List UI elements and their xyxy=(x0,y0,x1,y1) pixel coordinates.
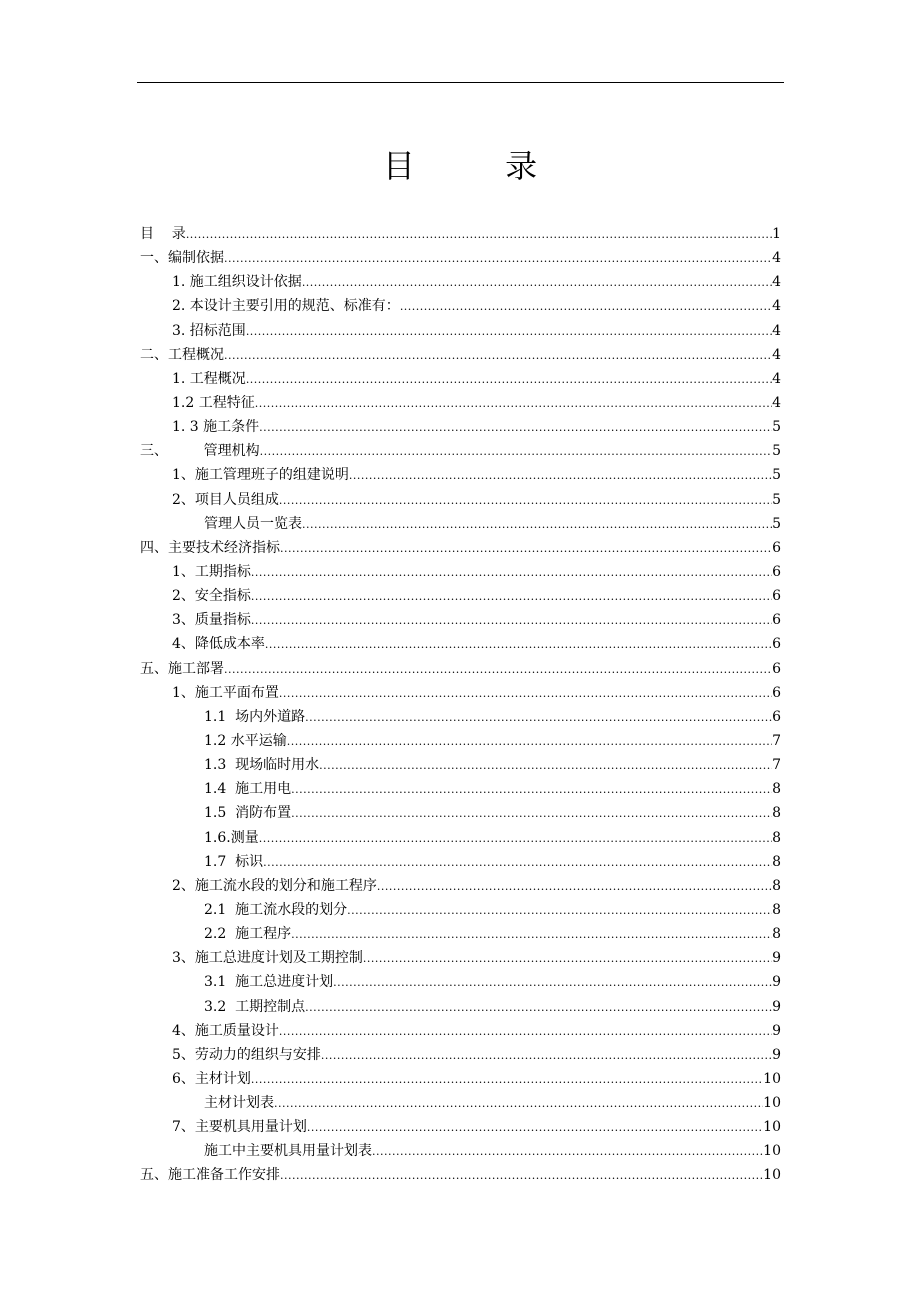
toc-entry[interactable] xyxy=(140,898,781,922)
toc-entry-label: 1.2 水平运输 xyxy=(204,732,287,749)
toc-dot-leader xyxy=(246,368,772,392)
toc-entry-page: 8 xyxy=(772,829,781,846)
toc-entry[interactable] xyxy=(140,729,781,753)
toc-entry-label: 四、主要技术经济指标 xyxy=(140,539,280,556)
toc-entry[interactable] xyxy=(140,705,781,729)
toc-entry-label: 1. 3 施工条件 xyxy=(172,419,260,436)
toc-entry[interactable] xyxy=(140,753,781,777)
toc-entry-label: 2. 本设计主要引用的规范、标准有： xyxy=(172,298,400,315)
toc-entry-label: 2、项目人员组成 xyxy=(172,491,279,508)
toc-entry-label: 1.1 场内外道路 xyxy=(204,708,306,725)
toc-dot-leader xyxy=(321,1044,772,1068)
toc-entry-page: 9 xyxy=(772,1046,781,1063)
toc-dot-leader xyxy=(265,633,772,657)
toc-dot-leader xyxy=(305,996,772,1020)
toc-entry[interactable] xyxy=(140,1091,781,1115)
toc-entry-label: 1、施工管理班子的组建说明 xyxy=(172,467,349,484)
toc-dot-leader xyxy=(260,440,772,464)
toc-entry-label: 施工中主要机具用量计划表 xyxy=(204,1143,372,1160)
toc-dot-leader xyxy=(279,682,772,706)
toc-entry-label: 3、质量指标 xyxy=(172,612,251,629)
toc-entry-label: 管理人员一览表 xyxy=(204,515,302,532)
toc-dot-leader xyxy=(372,1140,763,1164)
toc-entry[interactable] xyxy=(140,584,781,608)
toc-entry[interactable] xyxy=(140,560,781,584)
toc-entry-page: 10 xyxy=(763,1070,781,1087)
toc-entry[interactable] xyxy=(140,970,781,994)
toc-entry-page: 10 xyxy=(763,1095,781,1112)
table-of-contents xyxy=(140,222,781,1188)
toc-dot-leader xyxy=(377,875,772,899)
toc-entry-label: 4、降低成本率 xyxy=(172,636,265,653)
toc-entry[interactable] xyxy=(140,343,781,367)
toc-entry[interactable] xyxy=(140,1067,781,1091)
header-rule xyxy=(137,82,784,83)
toc-entry-page: 8 xyxy=(772,805,781,822)
toc-entry[interactable] xyxy=(140,367,781,391)
toc-entry[interactable] xyxy=(140,946,781,970)
toc-entry[interactable] xyxy=(140,488,781,512)
toc-entry-label: 2、施工流水段的划分和施工程序 xyxy=(172,877,377,894)
page-title: 目 录 xyxy=(382,147,578,185)
toc-entry-page: 1 xyxy=(772,226,781,242)
toc-dot-leader xyxy=(287,730,772,754)
toc-dot-leader xyxy=(302,513,772,537)
toc-entry[interactable] xyxy=(140,632,781,656)
toc-entry-page: 9 xyxy=(772,998,781,1015)
toc-entry[interactable] xyxy=(140,270,781,294)
toc-entry-page: 8 xyxy=(772,926,781,943)
toc-dot-leader xyxy=(333,971,772,995)
toc-entry-label: 2.1 施工流水段的划分 xyxy=(204,901,348,918)
toc-entry-label: 1.6.测量 xyxy=(204,829,259,846)
toc-entry-page: 6 xyxy=(772,708,781,725)
toc-entry[interactable] xyxy=(140,995,781,1019)
toc-entry-page: 9 xyxy=(772,974,781,991)
toc-entry-label: 2.2 施工程序 xyxy=(204,926,292,943)
toc-entry-page: 6 xyxy=(772,563,781,580)
toc-entry-label: 1.3 现场临时用水 xyxy=(204,757,320,774)
toc-entry-page: 4 xyxy=(772,394,781,411)
toc-entry[interactable] xyxy=(140,294,781,318)
toc-entry[interactable] xyxy=(140,1139,781,1163)
toc-entry[interactable] xyxy=(140,439,781,463)
toc-entry-page: 4 xyxy=(772,346,781,363)
toc-dot-leader xyxy=(291,778,772,802)
toc-entry-page: 5 xyxy=(772,515,781,532)
toc-entry-label: 1、工期指标 xyxy=(172,563,251,580)
toc-entry-page: 8 xyxy=(772,901,781,918)
toc-entry-page: 8 xyxy=(772,853,781,870)
toc-entry-page: 6 xyxy=(772,539,781,556)
toc-dot-leader xyxy=(251,1068,763,1092)
toc-entry-label: 2、安全指标 xyxy=(172,588,251,605)
toc-dot-leader xyxy=(251,609,772,633)
toc-entry-page: 10 xyxy=(763,1167,781,1184)
toc-dot-leader xyxy=(251,561,772,585)
toc-entry[interactable] xyxy=(140,463,781,487)
toc-entry-label: 1.7 标识 xyxy=(204,853,264,870)
toc-dot-leader xyxy=(259,416,772,440)
toc-entry-page: 5 xyxy=(772,443,781,460)
toc-dot-leader xyxy=(319,754,772,778)
toc-entry-page: 7 xyxy=(772,732,781,749)
toc-dot-leader xyxy=(302,271,772,295)
toc-entry-page: 4 xyxy=(772,370,781,387)
toc-entry-page: 6 xyxy=(772,612,781,629)
toc-entry-label: 1. 工程概况 xyxy=(172,370,246,387)
toc-dot-leader xyxy=(263,851,772,875)
toc-entry-label: 三、 管理机构 xyxy=(140,443,260,460)
toc-dot-leader xyxy=(363,947,772,971)
toc-entry-page: 5 xyxy=(772,419,781,436)
toc-entry-page: 8 xyxy=(772,781,781,798)
toc-entry-label: 1.2 工程特征 xyxy=(172,394,255,411)
toc-dot-leader xyxy=(279,489,772,513)
toc-entry-label: 二、工程概况 xyxy=(140,346,224,363)
toc-dot-leader xyxy=(259,827,772,851)
toc-entry-page: 9 xyxy=(772,950,781,967)
toc-entry-label: 3. 招标范围 xyxy=(172,322,246,339)
toc-entry-page: 4 xyxy=(772,274,781,291)
toc-dot-leader xyxy=(274,1092,763,1116)
toc-entry[interactable] xyxy=(140,1163,781,1187)
toc-entry-label: 7、主要机具用量计划 xyxy=(172,1119,307,1136)
toc-entry-label: 五、施工部署 xyxy=(140,660,224,677)
toc-dot-leader xyxy=(279,1020,772,1044)
toc-dot-leader xyxy=(280,1164,763,1188)
toc-entry-label: 1. 施工组织设计依据 xyxy=(172,274,302,291)
toc-entry[interactable] xyxy=(140,222,781,246)
toc-entry-label: 目 录 xyxy=(140,226,186,242)
toc-entry-page: 4 xyxy=(772,250,781,267)
toc-entry[interactable] xyxy=(140,512,781,536)
toc-dot-leader xyxy=(224,247,772,271)
toc-entry-page: 4 xyxy=(772,322,781,339)
toc-entry[interactable] xyxy=(140,1019,781,1043)
toc-dot-leader xyxy=(224,344,772,368)
toc-entry-label: 4、施工质量设计 xyxy=(172,1022,279,1039)
toc-entry-label: 一、编制依据 xyxy=(140,250,224,267)
toc-dot-leader xyxy=(291,923,772,947)
toc-entry-page: 5 xyxy=(772,467,781,484)
toc-entry[interactable] xyxy=(140,874,781,898)
toc-entry-page: 5 xyxy=(772,491,781,508)
toc-entry-label: 1.4 施工用电 xyxy=(204,781,292,798)
toc-entry-page: 8 xyxy=(772,877,781,894)
toc-entry-page: 6 xyxy=(772,636,781,653)
toc-entry[interactable] xyxy=(140,801,781,825)
toc-entry-label: 主材计划表 xyxy=(204,1095,274,1112)
toc-dot-leader xyxy=(224,658,772,682)
toc-entry-label: 3、施工总进度计划及工期控制 xyxy=(172,950,363,967)
toc-entry-label: 五、施工准备工作安排 xyxy=(140,1167,280,1184)
toc-dot-leader xyxy=(307,1116,763,1140)
toc-entry[interactable] xyxy=(140,922,781,946)
toc-entry-label: 3.2 工期控制点 xyxy=(204,998,306,1015)
toc-entry[interactable] xyxy=(140,657,781,681)
toc-dot-leader xyxy=(305,706,772,730)
toc-dot-leader xyxy=(291,802,772,826)
toc-dot-leader xyxy=(400,295,772,319)
toc-entry[interactable] xyxy=(140,777,781,801)
toc-entry[interactable] xyxy=(140,608,781,632)
toc-entry-label: 6、主材计划 xyxy=(172,1070,251,1087)
toc-entry[interactable] xyxy=(140,536,781,560)
toc-entry-label: 3.1 施工总进度计划 xyxy=(204,974,334,991)
toc-entry-page: 6 xyxy=(772,660,781,677)
toc-dot-leader xyxy=(246,320,772,344)
toc-dot-leader xyxy=(347,899,772,923)
toc-dot-leader xyxy=(251,585,772,609)
toc-dot-leader xyxy=(186,223,772,247)
toc-entry-label: 1、施工平面布置 xyxy=(172,684,279,701)
toc-entry[interactable] xyxy=(140,319,781,343)
toc-entry[interactable] xyxy=(140,826,781,850)
toc-entry[interactable] xyxy=(140,415,781,439)
toc-entry-page: 6 xyxy=(772,588,781,605)
toc-entry-page: 10 xyxy=(763,1143,781,1160)
toc-dot-leader xyxy=(349,464,772,488)
toc-entry-page: 9 xyxy=(772,1022,781,1039)
toc-entry-page: 6 xyxy=(772,684,781,701)
toc-entry[interactable] xyxy=(140,850,781,874)
toc-entry-label: 5、劳动力的组织与安排 xyxy=(172,1046,321,1063)
toc-entry-page: 4 xyxy=(772,298,781,315)
toc-entry-label: 1.5 消防布置 xyxy=(204,805,292,822)
toc-entry[interactable] xyxy=(140,246,781,270)
toc-entry-page: 7 xyxy=(772,757,781,774)
toc-entry[interactable] xyxy=(140,1115,781,1139)
toc-entry[interactable] xyxy=(140,681,781,705)
toc-entry[interactable] xyxy=(140,391,781,415)
toc-entry[interactable] xyxy=(140,1043,781,1067)
toc-entry-page: 10 xyxy=(763,1119,781,1136)
toc-dot-leader xyxy=(280,537,772,561)
toc-dot-leader xyxy=(255,392,772,416)
